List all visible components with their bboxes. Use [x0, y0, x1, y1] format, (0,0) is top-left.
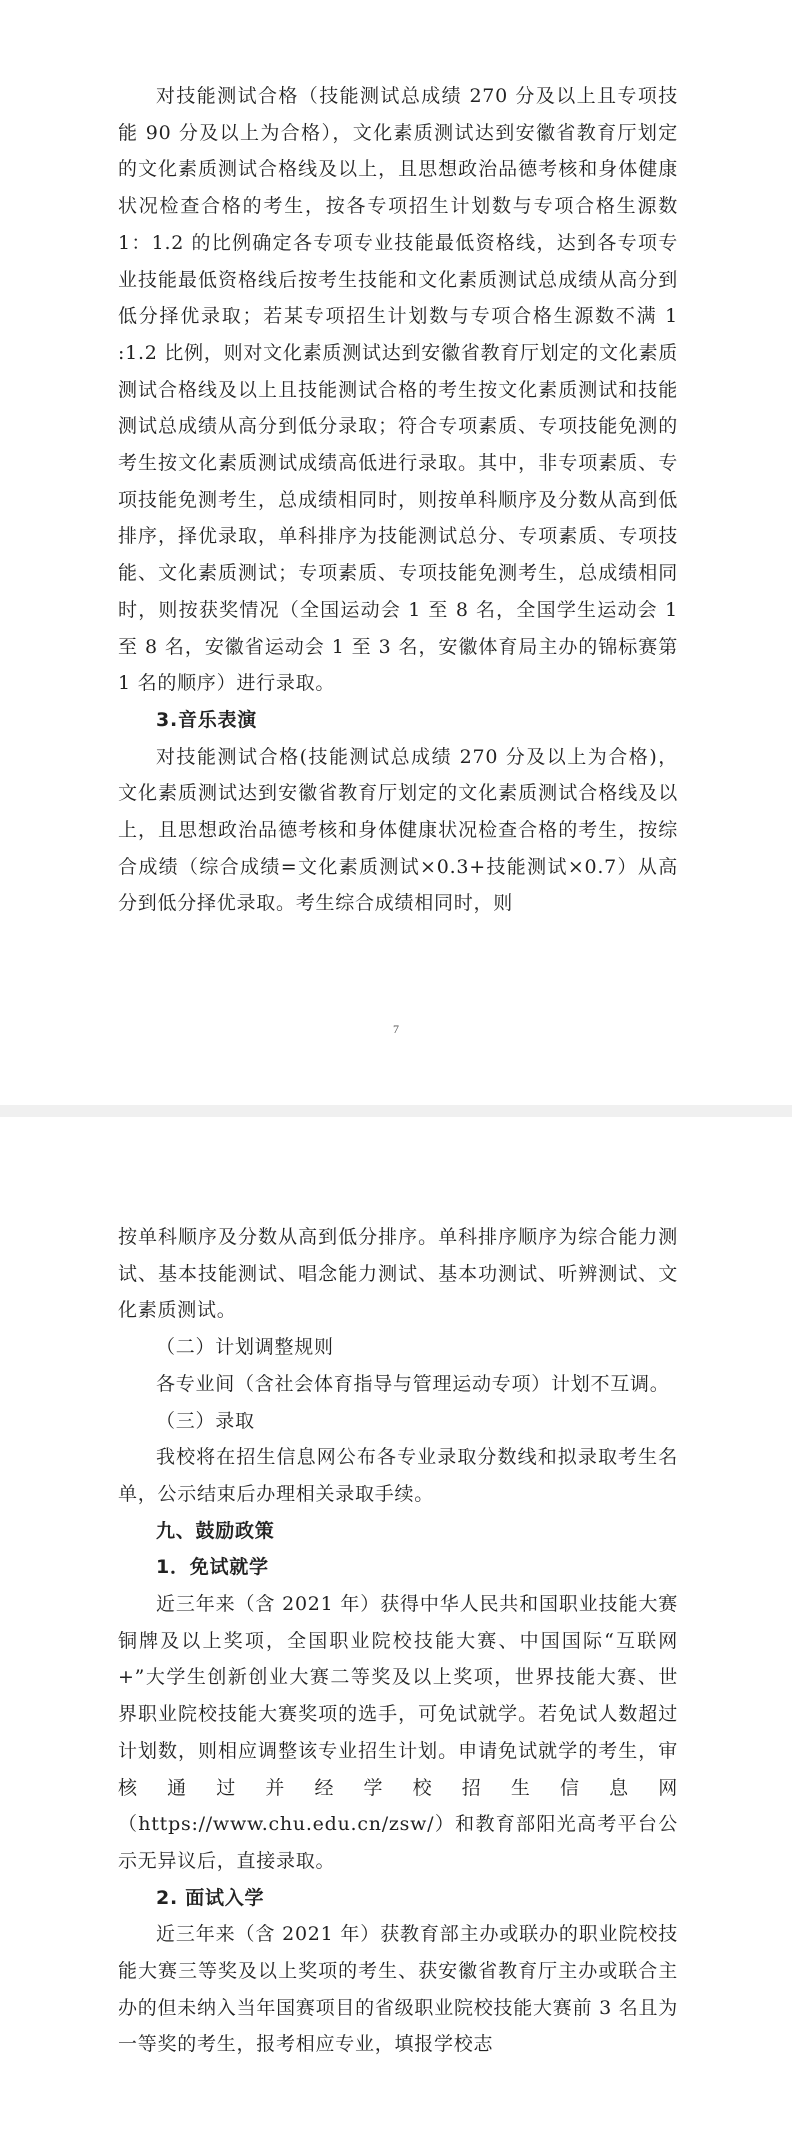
paragraph-exam-exemption: 近三年来（含 2021 年）获得中华人民共和国职业技能大赛铜牌及以上奖项，全国职业院校技能大赛、中国国际“互联网+”大学生创新创业大赛二等奖及以上奖项，世界技能大赛、世界职业院校技能大赛奖项的选手，可免试就学。若免试人数超过计划数，则相应调整该专业招生计划。申请免试就学的考生，审核通过并经学校招生信息网（https://www.chu.edu.cn/zsw/）和教育部阳光高考平台公示无异议后，直接录取。: [118, 1593, 678, 1872]
paragraph-plan-adjustment: 各专业间（含社会体育指导与管理运动专项）计划不互调。: [156, 1372, 670, 1395]
heading-music-performance: 3.音乐表演: [156, 708, 257, 731]
paragraph-sports-admission-rules: 对技能测试合格（技能测试总成绩 270 分及以上且专项技能 90 分及以上为合格），文化素质测试达到安徽省教育厅划定的文化素质测试合格线及以上，且思想政治品德考核和身体健康状况检查合格的考生，按各专项招生计划数与专项合格生源数 1：1.2 的比例确定各专项专业技能最低资格线，达到各专项专业技能最低资格线后按考生技能和文化素质测试总成绩从高分到低分择优录取；若某专项招生计划数与专项合格生源数不满 1 :1.2 比例，则对文化素质测试达到安徽省教育厅划定的文化素质测试合格线及以上且技能测试合格的考生按文化素质测试和技能测试总成绩从高分到低分录取；符合专项素质、专项技能免测的考生按文化素质测试成绩高低进行录取。其中，非专项素质、专项技能免测考生，总成绩相同时，则按单科顺序及分数从高到低排序，择优录取，单科排序为技能测试总分、专项素质、专项技能、文化素质测试；专项素质、专项技能免测考生，总成绩相同时，则按获奖情况（全国运动会 1 至 8 名，全国学生运动会 1 至 8 名，安徽省运动会 1 至 3 名，安徽体育局主办的锦标赛第 1 名的顺序）进行录取。: [118, 85, 678, 695]
document-page-2: [0, 1117, 792, 2149]
paragraph-interview-admission: 近三年来（含 2021 年）获教育部主办或联办的职业院校技能大赛三等奖及以上奖项的考生、获安徽省教育厅主办或联合主办的但未纳入当年国赛项目的省级职业院校技能大赛前 3 名且为一等奖的考生，报考相应专业，填报学校志: [118, 1923, 678, 2056]
heading-interview-admission: 2. 面试入学: [156, 1886, 265, 1909]
heading-exam-exemption: 1．免试就学: [156, 1556, 269, 1579]
paragraph-admission: 我校将在招生信息网公布各专业录取分数线和拟录取考生名单，公示结束后办理相关录取手续。: [118, 1446, 678, 1505]
paragraph-continuation: 按单科顺序及分数从高到低分排序。单科排序顺序为综合能力测试、基本技能测试、唱念能力测试、基本功测试、听辨测试、文化素质测试。: [118, 1226, 678, 1322]
page-number: 7: [393, 1022, 399, 1036]
heading-incentive-policy: 九、鼓励政策: [156, 1519, 275, 1542]
heading-admission: （三）录取: [156, 1409, 255, 1432]
page-2-body: [118, 1219, 678, 2063]
paragraph-music-admission-rules: 对技能测试合格(技能测试总成绩 270 分及以上为合格)，文化素质测试达到安徽省教育厅划定的文化素质测试合格线及以上，且思想政治品德考核和身体健康状况检查合格的考生，按综合成绩（综合成绩=文化素质测试×0.3+技能测试×0.7）从高分到低分择优录取。考生综合成绩相同时，则: [118, 745, 678, 915]
heading-plan-adjustment: （二）计划调整规则: [156, 1336, 334, 1359]
page-1-body: [118, 78, 678, 922]
